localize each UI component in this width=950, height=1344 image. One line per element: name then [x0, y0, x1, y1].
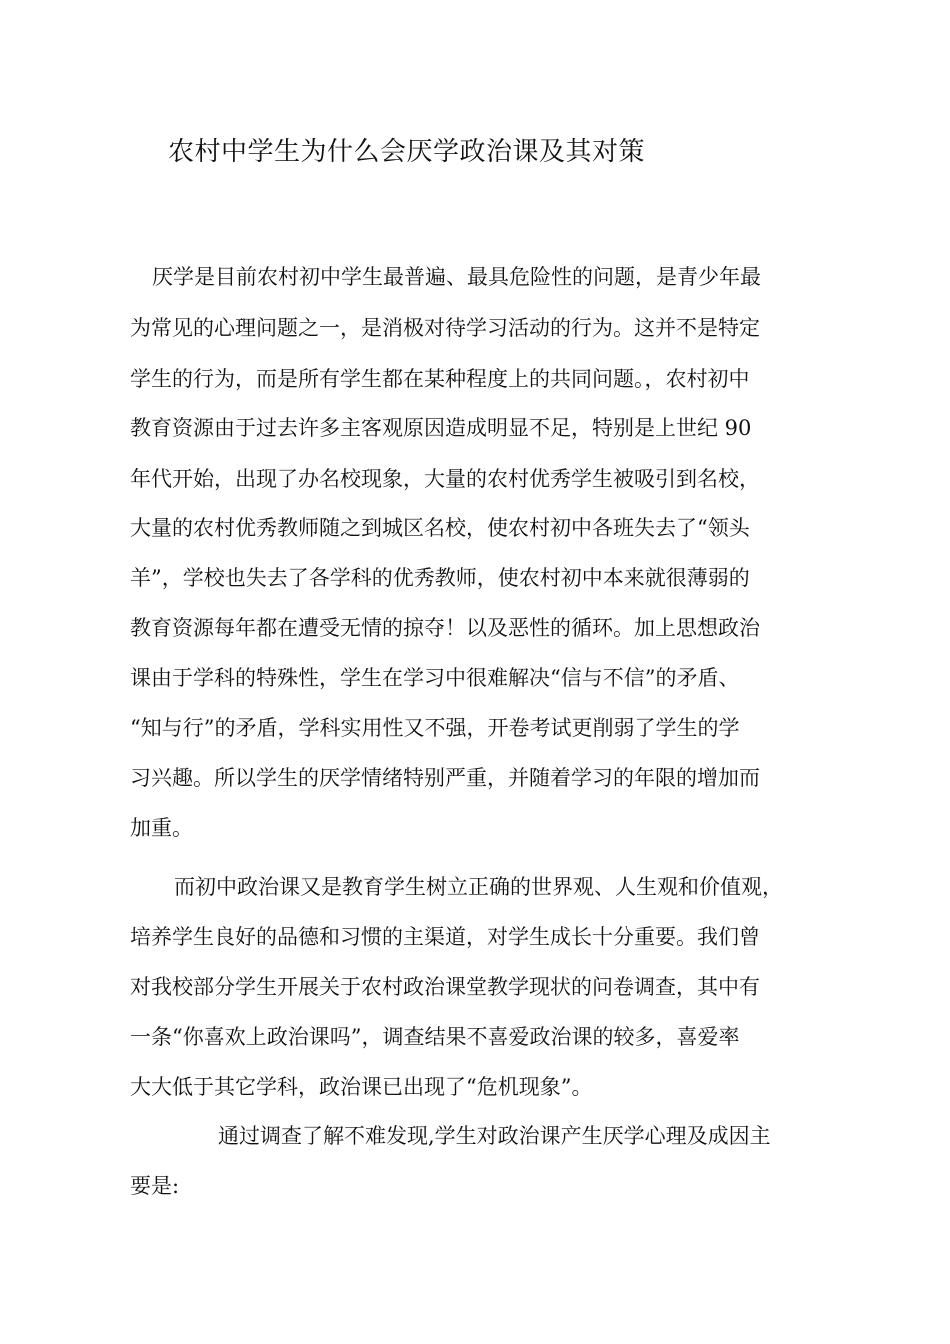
paragraph-line: 教育资源每年都在遭受无情的掠夺！以及恶性的循环。加上思想政治 [130, 616, 760, 640]
paragraph-line: 通过调查了解不难发现,学生对政治课产生厌学心理及成因主 [218, 1124, 771, 1148]
paragraph-line: 而初中政治课又是教育学生树立正确的世界观、人生观和价值观， [174, 875, 783, 899]
paragraph-line: 大量的农村优秀教师随之到城区名校，使农村初中各班失去了“领头 [130, 516, 750, 540]
paragraph-line: 习兴趣。所以学生的厌学情绪特别严重，并随着学习的年限的增加而 [130, 766, 760, 790]
paragraph-line: 培养学生良好的品德和习惯的主渠道，对学生成长十分重要。我们曾 [130, 925, 760, 949]
paragraph-line: 学生的行为，而是所有学生都在某种程度上的共同问题。，农村初中 [130, 367, 750, 391]
paragraph-line: 教育资源由于过去许多主客观原因造成明显不足，特别是上世纪 90 [130, 416, 752, 440]
paragraph-line: 大大低于其它学科，政治课已出现了“危机现象”。 [130, 1075, 593, 1099]
paragraph-line: 加重。 [130, 816, 193, 840]
paragraph-line: 一条“你喜欢上政治课吗”，调查结果不喜爱政治课的较多，喜爱率 [130, 1025, 740, 1049]
paragraph-line: 课由于学科的特殊性，学生在学习中很难解决“信与不信”的矛盾、 [130, 666, 740, 690]
document-title: 农村中学生为什么会厌学政治课及其对策 [168, 137, 646, 167]
paragraph-line: 要是: [130, 1174, 180, 1198]
paragraph-line: 厌学是目前农村初中学生最普遍、最具危险性的问题，是青少年最 [152, 265, 761, 289]
paragraph-line: 年代开始，出现了办名校现象，大量的农村优秀学生被吸引到名校， [130, 467, 760, 491]
paragraph-line: 对我校部分学生开展关于农村政治课堂教学现状的问卷调查，其中有 [130, 975, 760, 999]
paragraph-line: “知与行”的矛盾，学科实用性又不强，开卷考试更削弱了学生的学 [130, 716, 740, 740]
paragraph-line: 羊”，学校也失去了各学科的优秀教师，使农村初中本来就很薄弱的 [130, 566, 750, 590]
paragraph-line: 为常见的心理问题之一，是消极对待学习活动的行为。这并不是特定 [130, 316, 760, 340]
